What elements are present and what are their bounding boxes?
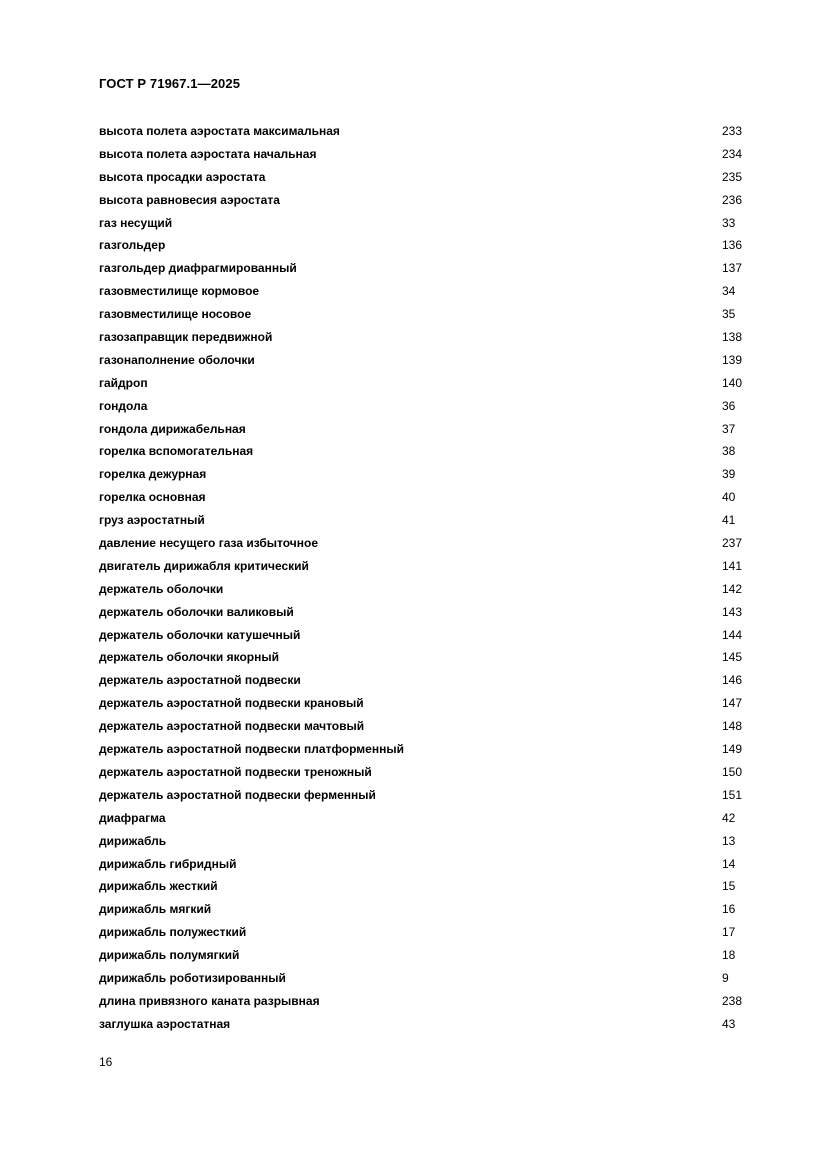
index-term: держатель аэростатной подвески ферменный	[99, 787, 376, 802]
index-entry	[99, 692, 749, 715]
index-term: гондола дирижабельная	[99, 421, 246, 436]
index-term: двигатель дирижабля критический	[99, 558, 309, 573]
index-term: диафрагма	[99, 810, 166, 825]
index-entry	[99, 234, 749, 257]
index-term: дирижабль роботизированный	[99, 970, 286, 985]
document-header: ГОСТ Р 71967.1—2025	[99, 76, 241, 91]
index-term: горелка дежурная	[99, 467, 207, 482]
index-entry	[99, 990, 749, 1013]
index-term-number: 38	[722, 444, 736, 459]
index-term-number: 238	[722, 993, 743, 1008]
index-term-number: 34	[722, 284, 736, 299]
index-term: держатель оболочки катушечный	[99, 627, 301, 642]
index-term-number: 16	[722, 902, 736, 917]
index-entry	[99, 669, 749, 692]
index-term: газонаполнение оболочки	[99, 352, 255, 367]
index-term: держатель аэростатной подвески платформенный	[99, 742, 404, 757]
index-term: газгольдер диафрагмированный	[99, 261, 297, 276]
index-term-number: 37	[722, 421, 736, 436]
index-entry	[99, 418, 749, 441]
index-term-number: 35	[722, 307, 736, 322]
index-term: газовместилище носовое	[99, 307, 252, 322]
index-term-number: 17	[722, 925, 736, 940]
index-entry	[99, 532, 749, 555]
index-entry	[99, 326, 749, 349]
index-term: горелка вспомогательная	[99, 444, 254, 459]
index-term-number: 36	[722, 398, 736, 413]
index-entry	[99, 166, 749, 189]
index-term-number: 33	[722, 215, 736, 230]
index-term-number: 40	[722, 490, 736, 505]
index-entry	[99, 463, 749, 486]
index-term: горелка основная	[99, 490, 206, 505]
index-entry	[99, 715, 749, 738]
index-term-number: 18	[722, 948, 736, 963]
index-term-number: 42	[722, 810, 736, 825]
index-entry	[99, 555, 749, 578]
index-term-number: 146	[722, 673, 743, 688]
index-term-number: 233	[722, 124, 743, 138]
index-entry	[99, 120, 749, 143]
index-entry	[99, 761, 749, 784]
index-entry	[99, 921, 749, 944]
index-term: держатель оболочки якорный	[99, 650, 280, 665]
index-term-number: 236	[722, 192, 743, 207]
index-term: дирижабль жесткий	[99, 879, 218, 894]
page-number: 16	[99, 1055, 113, 1069]
index-term: дирижабль полужесткий	[99, 925, 247, 940]
index-term-number: 15	[722, 879, 736, 894]
index-term: высота полета аэростата максимальная	[99, 124, 340, 138]
index-term: держатель оболочки	[99, 581, 224, 596]
index-entry	[99, 257, 749, 280]
index-term-number: 141	[722, 558, 743, 573]
index-entry	[99, 875, 749, 898]
index-term-number: 235	[722, 169, 743, 184]
index-term-number: 140	[722, 375, 743, 390]
index-entry	[99, 440, 749, 463]
index-term: высота просадки аэростата	[99, 169, 266, 184]
index-entry	[99, 898, 749, 921]
index-term: гондола	[99, 398, 148, 413]
index-term-number: 237	[722, 536, 743, 551]
index-term: газгольдер	[99, 238, 166, 253]
index-term-number: 144	[722, 627, 743, 642]
index-term: высота полета аэростата начальная	[99, 146, 317, 161]
index-entry	[99, 395, 749, 418]
index-entry	[99, 601, 749, 624]
index-entry	[99, 944, 749, 967]
index-entry	[99, 578, 749, 601]
index-term: дирижабль	[99, 833, 167, 848]
index-entry	[99, 280, 749, 303]
index-term-number: 145	[722, 650, 743, 665]
index-entry	[99, 784, 749, 807]
index-term-number: 148	[722, 719, 743, 734]
index-term-number: 139	[722, 352, 743, 367]
index-term: давление несущего газа избыточное	[99, 536, 318, 551]
index-entry	[99, 189, 749, 212]
index-term: груз аэростатный	[99, 513, 205, 528]
index-term-number: 39	[722, 467, 736, 482]
index-entry	[99, 143, 749, 166]
index-term-number: 9	[722, 970, 729, 985]
index-term: дирижабль полумягкий	[99, 948, 240, 963]
index-term: заглушка аэростатная	[99, 1016, 231, 1031]
index-term: газозаправщик передвижной	[99, 330, 273, 345]
index-entry	[99, 967, 749, 990]
index-entry	[99, 830, 749, 853]
index-term: дирижабль мягкий	[99, 902, 212, 917]
index-term: газ несущий	[99, 215, 173, 230]
index-entry	[99, 853, 749, 876]
index-term-number: 138	[722, 330, 743, 345]
index-term: держатель аэростатной подвески	[99, 673, 301, 688]
index-term: держатель аэростатной подвески треножный	[99, 764, 372, 779]
index-entry	[99, 486, 749, 509]
index-term: высота равновесия аэростата	[99, 192, 280, 207]
index-term-number: 149	[722, 742, 743, 757]
index-entry	[99, 303, 749, 326]
index-term-number: 43	[722, 1016, 736, 1031]
index-entry	[99, 738, 749, 761]
index-term: гайдроп	[99, 375, 148, 390]
index-entry	[99, 372, 749, 395]
index-term-number: 143	[722, 604, 743, 619]
index-entry	[99, 646, 749, 669]
index-entry	[99, 1013, 749, 1036]
index-entry	[99, 807, 749, 830]
index-term: держатель аэростатной подвески крановый	[99, 696, 364, 711]
index-term-number: 147	[722, 696, 743, 711]
term-index-list	[99, 120, 749, 1036]
index-term-number: 234	[722, 146, 743, 161]
index-term: длина привязного каната разрывная	[99, 993, 320, 1008]
index-term-number: 14	[722, 856, 736, 871]
index-entry	[99, 624, 749, 647]
index-term-number: 136	[722, 238, 743, 253]
index-term-number: 150	[722, 764, 743, 779]
index-term-number: 41	[722, 513, 736, 528]
index-entry	[99, 212, 749, 235]
index-term-number: 151	[722, 787, 743, 802]
index-term: дирижабль гибридный	[99, 856, 237, 871]
index-term-number: 142	[722, 581, 743, 596]
index-term: держатель оболочки валиковый	[99, 604, 294, 619]
index-term-number: 137	[722, 261, 743, 276]
index-term: газовместилище кормовое	[99, 284, 260, 299]
index-term-number: 13	[722, 833, 736, 848]
index-term: держатель аэростатной подвески мачтовый	[99, 719, 365, 734]
index-entry	[99, 349, 749, 372]
index-entry	[99, 509, 749, 532]
